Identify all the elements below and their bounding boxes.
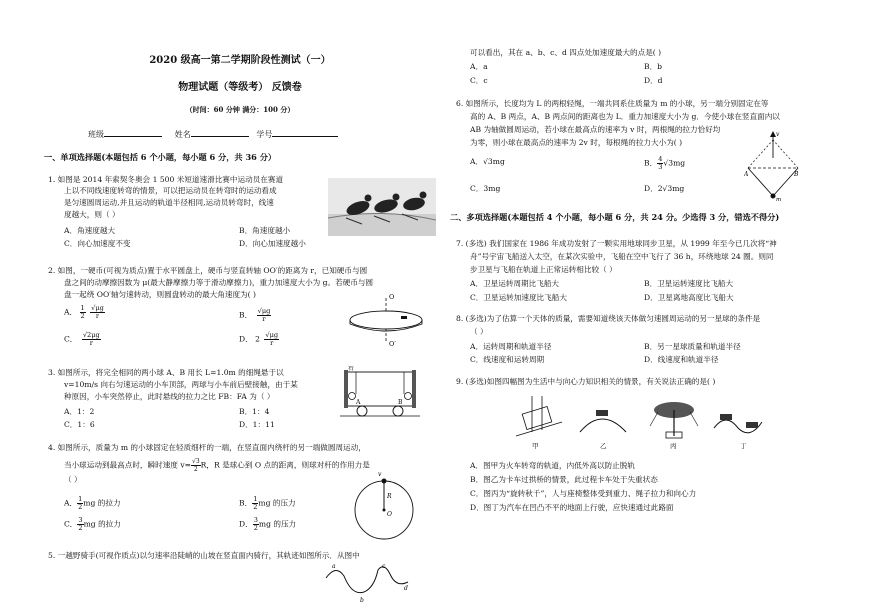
exam-meta: （时间：60 分钟 满分：100 分） — [185, 105, 295, 114]
q6-line-1: 6. 如图所示，长度均为 L 的两根轻绳，一端共同系住质量为 m 的小球，另一端分别固定在等 — [456, 99, 769, 108]
q1-line-4: 度越大，则（ ） — [64, 210, 120, 219]
q4-line-1: 4. 如图所示，质量为 m 的小球固定在轻质细杆的一端，在竖直面内绕杆的另一端做圆周运动， — [48, 443, 366, 452]
q7-line-1: 7. (多选) 我们国家在 1986 年成功发射了一颗实用地球同步卫星，从 1999 年至今已几次将“神 — [456, 239, 777, 248]
bumpy-road-scene — [714, 414, 762, 433]
q5-option-d[interactable]: D．d — [644, 76, 663, 85]
exam-title: 2020 级高一第二学期阶段性测试（一） — [149, 55, 331, 66]
cart-pendulum-figure — [340, 366, 420, 418]
point-d-label: d — [404, 585, 408, 592]
q3-option-b[interactable]: B．1：4 — [239, 407, 270, 416]
q6-line-4: 为零，则小球在最高点的速率为 2v 时，每根绳的拉力大小为( ) — [470, 138, 683, 147]
scene-label-ding: 丁 — [740, 442, 747, 450]
swing-ride-scene — [650, 402, 698, 438]
two-rope-figure — [744, 128, 802, 202]
disc-label-bottom: O′ — [389, 340, 396, 348]
q5-option-b[interactable]: B．b — [644, 62, 663, 71]
arch-bridge-scene — [580, 410, 626, 432]
train-curve-scene — [516, 396, 562, 436]
name-label: 姓名 — [174, 130, 191, 139]
q4-option-c[interactable]: C． $\frac{3}{2}$ mg 的拉力 — [64, 516, 121, 532]
q2-option-d[interactable]: D． 2 $\frac{√\mu g}{r}$ — [239, 331, 279, 347]
q4-option-d[interactable]: D． $\frac{3}{2}$ mg 的压力 — [239, 516, 297, 532]
name-field[interactable] — [191, 128, 249, 137]
q5-option-c[interactable]: C．c — [470, 76, 488, 85]
q8-option-c[interactable]: C．线速度和运转周期 — [470, 355, 545, 364]
speed-skating-photo — [328, 178, 436, 236]
q9-line-1: 9. (多选)如图四幅图为生活中与向心力知识相关的情景，有关说法正确的是( ) — [456, 377, 716, 386]
q8-line-2: （ ） — [470, 327, 488, 336]
q2-line-3: 盘一起绕 OO′轴匀速转动，则圆盘转动的最大角速度为( ) — [64, 290, 256, 299]
q1-option-c[interactable]: C．向心加速度不变 — [64, 239, 131, 248]
q6-line-3: AB 为轴做圆周运动，若小球在最高点的速率为 v 时，两根绳的拉力恰好均 — [470, 125, 721, 134]
q9-option-a[interactable]: A．图甲为火车转弯的轨道，内低外高以防止脱轨 — [470, 461, 635, 470]
section-1-heading: 一、单项选择题(本题包括 6 个小题，每小题 6 分，共 36 分） — [44, 152, 277, 162]
section-2-heading: 二、多项选择题(本题包括 4 个小题，每小题 6 分，共 24 分。少选得 3 分，错选不得分) — [450, 212, 780, 222]
q9-option-c[interactable]: C．图丙为“旋转秋千”，人与座椅整体受到重力、绳子拉力和向心力 — [470, 489, 697, 498]
id-field[interactable] — [272, 128, 338, 137]
rod-circle-figure — [352, 468, 416, 542]
q4-line-2: 当小球运动到最高点时，瞬时速度 v= $\frac{√3}{2}$ R，R 是球心到 O 点的距离，则球对杆的作用力是 — [64, 458, 370, 473]
q7-line-3: 步卫星与飞船在轨道上正常运转相比较（ ） — [470, 265, 617, 274]
q1-option-d[interactable]: D．向心加速度越小 — [239, 239, 306, 248]
q9-option-b[interactable]: B．图乙为卡车过拱桥的情景，此过程卡车处于失重状态 — [470, 475, 658, 484]
q5-line-2: 可以看出，其在 a、b、c、d 四点处加速度最大的点是( ) — [470, 48, 662, 57]
scene-label-jia: 甲 — [532, 442, 539, 450]
ball-b-label: B — [398, 399, 403, 406]
center-label: O — [387, 511, 392, 518]
scene-label-bing: 丙 — [670, 442, 677, 450]
q8-option-a[interactable]: A．运转周期和轨道半径 — [470, 342, 552, 351]
q4-option-b[interactable]: B． $\frac{1}{2}$ mg 的压力 — [239, 495, 296, 511]
q3-option-a[interactable]: A．1：2 — [64, 407, 95, 416]
q1-option-a[interactable]: A．角速度越大 — [64, 226, 116, 235]
velocity-label: v — [776, 131, 780, 138]
q6-option-b[interactable]: B． $\frac{4}{3}$ √3mg — [644, 155, 686, 171]
q2-option-a[interactable]: A． $\frac{1}{2}$ $\frac{√\mu g}{r}$ — [64, 304, 104, 320]
q1-line-3: 是匀速圆周运动,并且运动的轨道半径相同,运动员转弯时，线速 — [64, 198, 274, 207]
q3-option-c[interactable]: C．1：6 — [64, 420, 95, 429]
q1-option-b[interactable]: B．角速度越小 — [239, 226, 291, 235]
student-info-row — [88, 128, 338, 140]
class-label: 班级 — [88, 130, 104, 139]
q2-option-c[interactable]: C． $\frac{√2\mu g}{r}$ — [64, 331, 100, 347]
q6-option-a[interactable]: A．√3mg — [470, 157, 505, 166]
class-field[interactable] — [104, 128, 162, 137]
point-b-label: B — [794, 171, 799, 178]
q5-line-1: 5. 一越野骑手(可视作质点)以匀速率沿陡峭的山坡在竖直面内骑行，其轨迹如图所示．从图中 — [48, 551, 360, 560]
q1-line-2: 上以不同线速度转弯的情景，可以把运动员在转弯时的运动看成 — [64, 186, 277, 195]
rotating-disc-figure — [346, 292, 426, 348]
q7-line-2: 舟”号宇宙飞船送入太空，在某次实验中，飞船在空中飞行了 36 h，环绕地球 24 圈。则同 — [470, 252, 774, 261]
q7-option-d[interactable]: D．卫星离地高度比飞船大 — [644, 293, 734, 302]
q8-option-b[interactable]: B．另一星球质量和轨道半径 — [644, 342, 741, 351]
q3-option-d[interactable]: D．1：11 — [239, 420, 275, 429]
point-c-label: c — [382, 563, 386, 570]
q7-option-a[interactable]: A．卫星运转周期比飞船大 — [470, 279, 560, 288]
hill-trajectory-figure — [322, 562, 414, 604]
q1-line-1: 1. 如图是 2014 年索契冬奥会 1 500 米短道速滑比赛中运动员在赛道 — [48, 175, 284, 184]
velocity-label: v — [378, 471, 382, 478]
point-b-label: b — [360, 597, 364, 604]
radius-label: R — [387, 493, 392, 500]
q7-option-b[interactable]: B．卫星运转速度比飞船大 — [644, 279, 734, 288]
q2-line-1: 2. 如图，一硬币(可视为质点)置于水平圆盘上，硬币与竖直转轴 OO′的距离为 r，已知硬币与圆 — [48, 266, 368, 275]
q4-option-a[interactable]: A． $\frac{1}{2}$ mg 的拉力 — [64, 495, 121, 511]
q2-option-b[interactable]: B． $\frac{√\mu g}{r}$ — [239, 307, 271, 323]
cart-direction-label: 右 — [348, 366, 355, 372]
q6-option-d[interactable]: D．2√3mg — [644, 184, 685, 193]
q9-option-d[interactable]: D．图丁为汽车在凹凸不平的地面上行驶，应快速通过此路面 — [470, 503, 674, 512]
q5-option-a[interactable]: A．a — [470, 62, 488, 71]
q2-line-2: 盘之间的动摩擦因数为 μ(最大静摩擦力等于滑动摩擦力)，重力加速度大小为 g。若硬币与圆 — [64, 278, 374, 287]
q3-line-1: 3. 如图所示，将完全相同的两小球 A、B 用长 L=1.0m 的细绳悬于以 — [48, 368, 284, 377]
mass-label: m — [776, 197, 782, 202]
point-a-label: a — [332, 563, 336, 570]
q7-option-c[interactable]: C．卫星运转加速度比飞船大 — [470, 293, 567, 302]
point-a-label: A — [744, 171, 749, 178]
exam-subtitle: 物理试题（等级考） 反馈卷 — [178, 82, 302, 93]
id-label: 学号 — [256, 130, 273, 139]
q3-line-2: v=10m/s 向右匀速运动的小车顶部，两球与小车前后壁接触，由于某 — [64, 380, 298, 389]
centripetal-scenes-figure — [514, 392, 764, 450]
scene-label-yi: 乙 — [600, 442, 607, 450]
ball-a-label: A — [356, 399, 361, 406]
q8-option-d[interactable]: D．线速度和轨道半径 — [644, 355, 719, 364]
q6-line-2: 高的 A、B 两点，A、B 两点间的距离也为 L．重力加速度大小为 g．今使小球在竖直面内以 — [470, 112, 780, 121]
disc-label-top: O — [389, 293, 395, 301]
q8-line-1: 8. (多选)为了估算一个天体的质量，需要知道绕该天体做匀速圆周运动的另一星球的条件是 — [456, 314, 761, 323]
q3-line-3: 种原因，小车突然停止，此时悬线的拉力之比 FB：FA 为（ ） — [64, 392, 275, 401]
q4-line-3: （ ） — [64, 475, 82, 484]
q6-option-c[interactable]: C．3mg — [470, 184, 501, 193]
